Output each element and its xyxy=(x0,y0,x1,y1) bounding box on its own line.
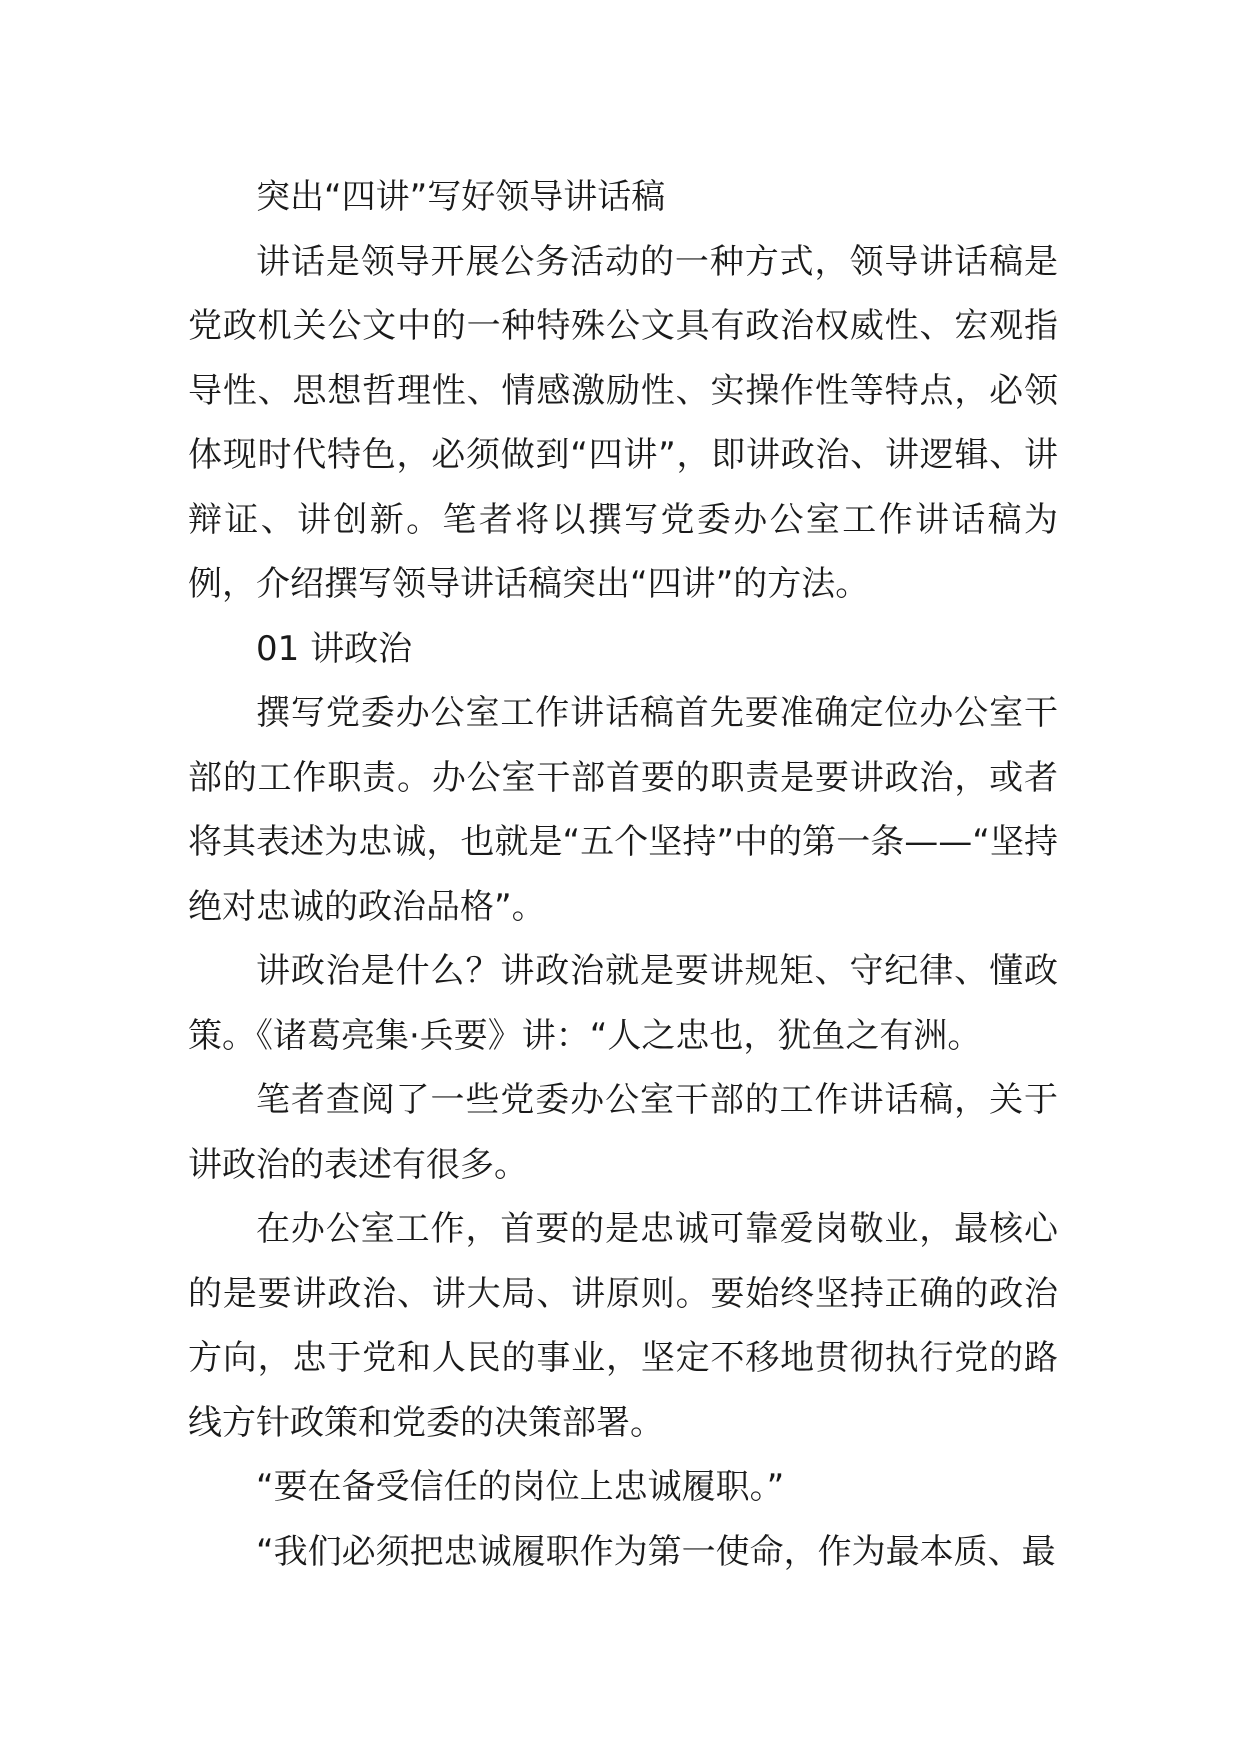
paragraph-office-work: 在办公室工作，首要的是忠诚可靠爱岗敬业，最核心的是要讲政治、讲大局、讲原则。要始终坚持正确的政治方向，忠于党和人民的事业，坚定不移地贯彻执行党的路线方针政策和党委的决策部署。 xyxy=(188,1209,1058,1443)
paragraph-quote-2: “我们必须把忠诚履职作为第一使命，作为最本质、最 xyxy=(256,1531,1056,1572)
paragraph-duty: 撰写党委办公室工作讲话稿首先要准确定位办公室干部的工作职责。办公室干部首要的职责是要讲政治，或者将其表述为忠诚，也就是“五个坚持”中的第一条——“坚持绝对忠诚的政治品格”。 xyxy=(188,693,1058,927)
document-body xyxy=(188,165,1058,1584)
document-title: 突出“四讲”写好领导讲话稿 xyxy=(256,177,666,217)
paragraph-quote-1: “要在备受信任的岗位上忠诚履职。” xyxy=(256,1467,785,1507)
paragraph-intro: 讲话是领导开展公务活动的一种方式，领导讲话稿是党政机关公文中的一种特殊公文具有政治权威性、宏观指导性、思想哲理性、情感激励性、实操作性等特点，必领体现时代特色，必须做到“四讲”，即讲政治、讲逻辑、讲辩证、讲创新。笔者将以撰写党委办公室工作讲话稿为例，介绍撰写领导讲话稿突出“四讲”的方法。 xyxy=(188,241,1058,604)
section-heading-01: 01 讲政治 xyxy=(256,628,413,669)
paragraph-politics-definition: 讲政治是什么？讲政治就是要讲规矩、守纪律、懂政策。《诸葛亮集·兵要》讲：“人之忠也，犹鱼之有洲。 xyxy=(188,951,1058,1056)
paragraph-review: 笔者查阅了一些党委办公室干部的工作讲话稿，关于讲政治的表述有很多。 xyxy=(188,1080,1058,1185)
